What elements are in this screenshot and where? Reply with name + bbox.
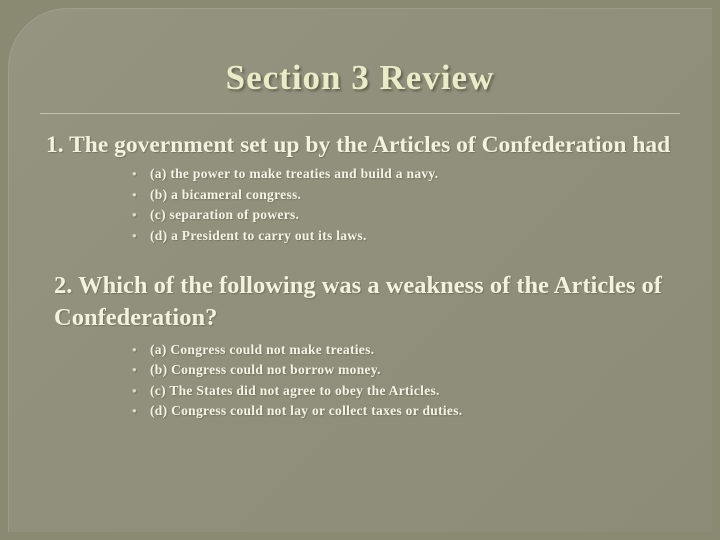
list-item: [128, 381, 694, 402]
list-item: [128, 401, 694, 422]
list-item: [128, 185, 694, 206]
question-number: 1.: [46, 132, 64, 158]
questions-container: [40, 130, 694, 428]
question-spacer: [40, 252, 694, 270]
answer-text: (c) The States did not agree to obey the Articles.: [150, 382, 440, 398]
title-divider: [40, 113, 680, 114]
question-item: [40, 130, 694, 246]
question-body: The government set up by the Articles of Confederation had: [69, 132, 671, 158]
answer-text: (b) a bicameral congress.: [150, 186, 302, 202]
question-text: [40, 130, 694, 160]
bullet-icon: •: [132, 227, 137, 243]
bullet-icon: •: [132, 382, 137, 398]
answer-text: (c) separation of powers.: [150, 207, 300, 223]
list-item: [128, 340, 694, 361]
question-number: 2.: [54, 272, 73, 300]
question-text: [40, 270, 694, 333]
answer-text: (b) Congress could not borrow money.: [150, 362, 381, 378]
answer-text: (d) Congress could not lay or collect taxes or duties.: [150, 403, 463, 419]
answer-list: [40, 340, 694, 422]
list-item: [128, 205, 694, 226]
bullet-icon: •: [132, 186, 137, 202]
answer-text: (a) the power to make treaties and build a navy.: [150, 166, 439, 182]
bullet-icon: •: [132, 403, 137, 419]
answer-list: [40, 164, 694, 246]
page-title: Section 3 Review: [225, 58, 495, 97]
bullet-icon: •: [132, 341, 137, 357]
list-item: [128, 360, 694, 381]
list-item: [128, 226, 694, 247]
bullet-icon: •: [132, 207, 137, 223]
answer-text: (d) a President to carry out its laws.: [150, 227, 367, 243]
list-item: [128, 164, 694, 185]
answer-text: (a) Congress could not make treaties.: [150, 341, 375, 357]
question-body: Which of the following was a weakness of the Articles of Confederation?: [54, 272, 662, 331]
bullet-icon: •: [132, 166, 137, 182]
question-item: [40, 270, 694, 422]
bullet-icon: •: [132, 362, 137, 378]
